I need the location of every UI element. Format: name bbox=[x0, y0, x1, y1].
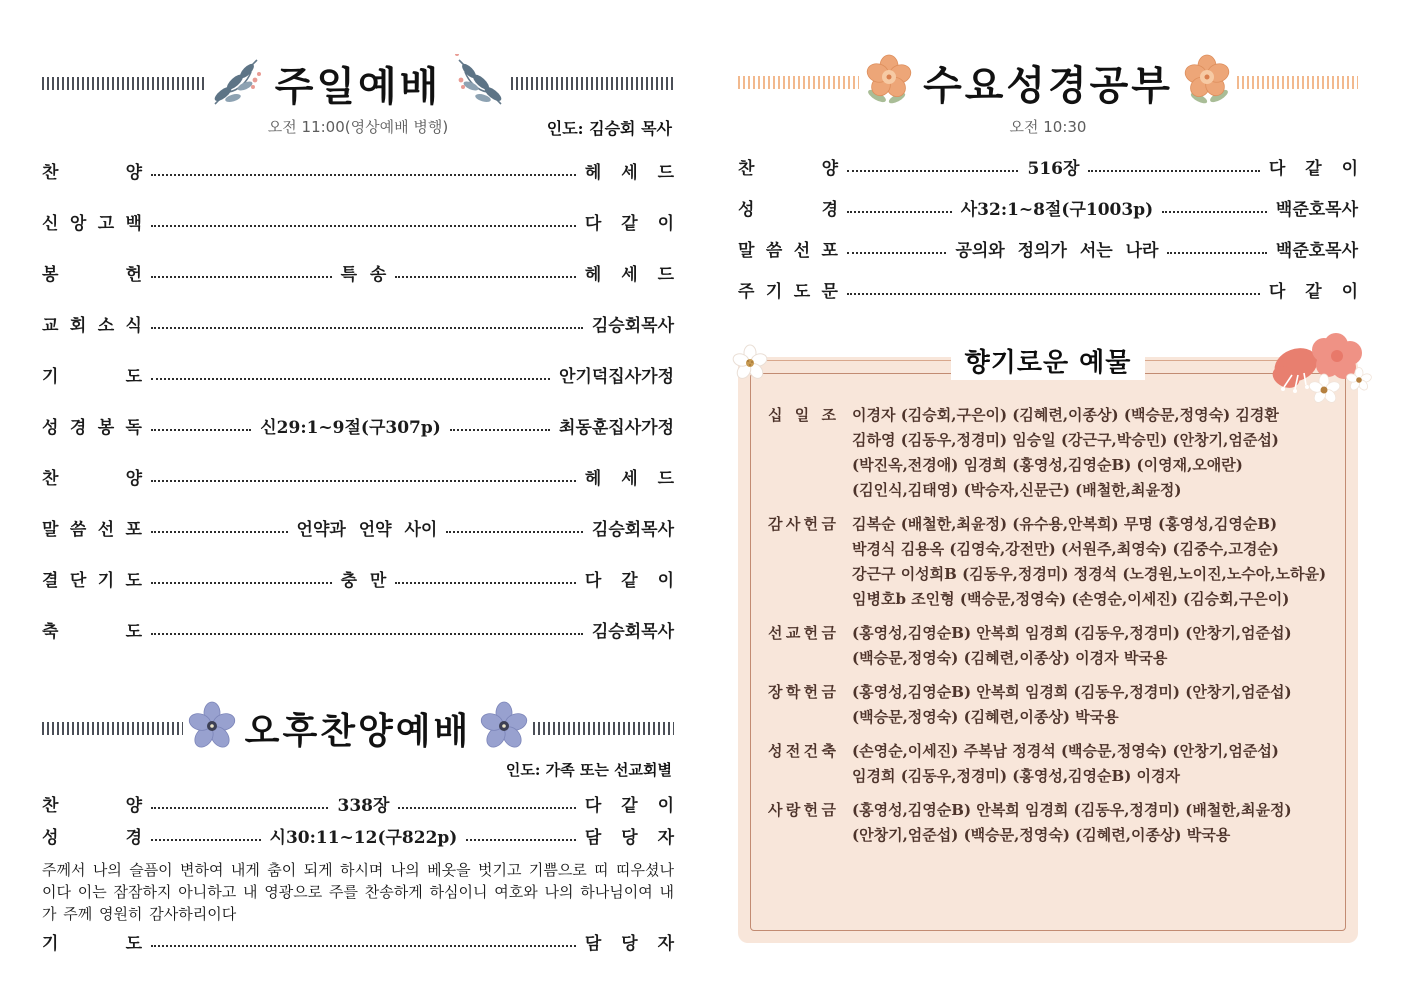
service-item-content: 언약과 언약 사이 bbox=[296, 520, 438, 540]
offering-names-line: (박진옥,전경애) 임경희 (홍영성,김영순B) (이영재,오애란) bbox=[852, 456, 1243, 474]
service-item-label: 찬 양 bbox=[738, 159, 838, 179]
wednesday-study-header bbox=[738, 52, 1358, 112]
offering-names-line: 박경식 김용옥 (김영숙,강전만) (서원주,최영숙) (김중수,고경순) bbox=[852, 540, 1279, 558]
offering-category: 선 교 헌 금 bbox=[768, 624, 836, 642]
blue-flower-icon bbox=[479, 701, 529, 755]
service-item-content: 충 만 bbox=[340, 571, 387, 591]
dotted-leader bbox=[466, 839, 576, 841]
sunday-worship-header bbox=[42, 54, 674, 112]
offering-category: 성 전 건 축 bbox=[768, 742, 836, 760]
dotted-leader bbox=[151, 633, 583, 635]
service-item-label: 기 도 bbox=[42, 367, 142, 387]
afternoon-worship-title: 오후찬양예배 bbox=[244, 710, 472, 752]
dotted-leader bbox=[1167, 252, 1266, 254]
offering-names-line: 김하영 (김동우,정경미) 임승일 (강근구,박승민) (안창기,엄준섭) bbox=[852, 431, 1279, 449]
service-item-person: 김승회목사 bbox=[591, 520, 675, 540]
service-item-label: 봉 헌 bbox=[42, 265, 142, 285]
sunday-subtitle-row bbox=[42, 116, 674, 140]
service-item-content: 시30:11~12(구822p) bbox=[269, 828, 458, 848]
service-item-label: 교 회 소 식 bbox=[42, 316, 142, 336]
wednesday-subtitle-row bbox=[738, 116, 1358, 140]
dotted-leader bbox=[151, 174, 576, 176]
offering-names-line: 김복순 (배철한,최윤정) (유수용,안복희) 무명 (홍영성,김영순B) bbox=[852, 515, 1278, 533]
sunday-leader: 인도: 김승회 목사 bbox=[546, 119, 672, 138]
left-column bbox=[0, 0, 676, 992]
offering-category: 사 랑 헌 금 bbox=[768, 801, 836, 819]
service-item-content: 사32:1~8절(구1003p) bbox=[960, 200, 1154, 220]
offering-names-line: 임경희 (김동우,정경미) (홍영성,김영순B) 이경자 bbox=[852, 767, 1180, 785]
dotted-leader bbox=[398, 807, 575, 809]
service-row bbox=[42, 315, 674, 337]
wednesday-time: 오전 10:30 bbox=[1009, 118, 1087, 136]
service-item-person: 백준호목사 bbox=[1275, 200, 1359, 220]
offering-item bbox=[768, 680, 1332, 730]
service-row bbox=[738, 158, 1358, 180]
service-item-person: 백준호목사 bbox=[1275, 241, 1359, 261]
service-row bbox=[42, 264, 674, 286]
service-item-person: 다 같 이 bbox=[1268, 159, 1358, 179]
service-item-label: 찬 양 bbox=[42, 469, 142, 489]
offering-category: 장 학 헌 금 bbox=[768, 683, 836, 701]
striped-rule bbox=[42, 77, 205, 90]
offering-item bbox=[768, 798, 1332, 848]
offering-names bbox=[852, 403, 1332, 503]
right-column bbox=[676, 0, 1403, 992]
service-row bbox=[42, 468, 674, 490]
service-item-person: 김승회목사 bbox=[591, 316, 674, 336]
peach-flower-icon bbox=[1181, 52, 1233, 112]
service-item-person: 다 같 이 bbox=[584, 571, 674, 591]
service-row bbox=[42, 933, 674, 955]
service-row bbox=[42, 213, 674, 235]
title-rule bbox=[746, 360, 951, 361]
dotted-leader bbox=[151, 327, 583, 329]
dotted-leader bbox=[450, 429, 550, 431]
service-item-content: 신29:1~9절(구307p) bbox=[260, 418, 441, 438]
offering-item bbox=[768, 621, 1332, 671]
service-item-label: 신 앙 고 백 bbox=[42, 214, 142, 234]
service-row bbox=[738, 240, 1358, 262]
leaf-sprig-icon bbox=[209, 54, 267, 112]
offering-category: 십 일 조 bbox=[768, 406, 836, 424]
dotted-leader bbox=[395, 276, 576, 278]
service-item-label: 축 도 bbox=[42, 622, 142, 642]
dotted-leader bbox=[151, 480, 576, 482]
dotted-leader bbox=[151, 807, 328, 809]
dotted-leader bbox=[847, 211, 952, 213]
offering-names-line: 임병호b 조인형 (백승문,정영숙) (손영순,이세진) (김승회,구은이) bbox=[852, 590, 1290, 608]
offering-item bbox=[768, 403, 1332, 503]
offering-names-line: (백승문,정영숙) (김혜련,이종상) 이경자 박국용 bbox=[852, 649, 1168, 667]
service-row bbox=[42, 519, 674, 541]
offering-names bbox=[852, 798, 1332, 848]
offering-names-line: (홍영성,김영순B) 안복희 임경희 (김동우,정경미) (안창기,엄준섭) bbox=[852, 624, 1292, 642]
wednesday-study-title: 수요성경공부 bbox=[923, 62, 1173, 109]
service-item-label: 찬 양 bbox=[42, 796, 142, 816]
offerings-box bbox=[738, 348, 1358, 943]
dotted-leader bbox=[395, 582, 576, 584]
sunday-time: 오전 11:00(영상예배 병행) bbox=[267, 118, 449, 136]
striped-rule bbox=[1237, 76, 1358, 89]
white-blossom-icon bbox=[730, 343, 770, 387]
offering-names-line: 강근구 이성희B (김동우,정경미) 정경석 (노경원,노이진,노수아,노하윤) bbox=[852, 565, 1327, 583]
dotted-leader bbox=[1088, 170, 1259, 172]
afternoon-worship-header bbox=[42, 701, 674, 755]
sunday-service-order bbox=[42, 162, 674, 643]
offering-names bbox=[852, 621, 1332, 671]
offering-names bbox=[852, 680, 1332, 730]
striped-rule bbox=[533, 722, 674, 735]
service-item-person: 담 당 자 bbox=[584, 828, 674, 848]
service-item-content: 338장 bbox=[337, 796, 390, 816]
offering-category: 감 사 헌 금 bbox=[768, 515, 836, 533]
offering-names-line: (손영순,이세진) 주복남 정경석 (백승문,정영숙) (안창기,엄준섭) bbox=[852, 742, 1279, 760]
service-item-label: 말 씀 선 포 bbox=[42, 520, 142, 540]
dotted-leader bbox=[151, 582, 332, 584]
service-item-person: 담 당 자 bbox=[584, 934, 674, 954]
service-item-person: 헤 세 드 bbox=[584, 469, 674, 489]
offerings-list bbox=[738, 357, 1358, 873]
service-item-person: 헤 세 드 bbox=[584, 265, 674, 285]
service-row bbox=[738, 281, 1358, 303]
service-item-label: 찬 양 bbox=[42, 163, 142, 183]
service-row bbox=[42, 366, 674, 388]
dotted-leader bbox=[847, 170, 1018, 172]
service-item-label: 주 기 도 문 bbox=[738, 282, 838, 302]
dotted-leader bbox=[446, 531, 583, 533]
offering-names-line: (홍영성,김영순B) 안복희 임경희 (김동우,정경미) (배철한,최윤정) bbox=[852, 801, 1292, 819]
peach-flower-icon bbox=[863, 52, 915, 112]
service-item-label: 성 경 bbox=[738, 200, 838, 220]
service-row bbox=[42, 417, 674, 439]
service-item-person: 다 같 이 bbox=[1268, 282, 1358, 302]
service-item-content: 516장 bbox=[1027, 159, 1080, 179]
offering-names-line: 이경자 (김승회,구은이) (김혜련,이종상) (백승문,정영숙) 김경환 bbox=[852, 406, 1279, 424]
offerings-title: 향기로운 예물 bbox=[951, 341, 1146, 380]
wednesday-service-order bbox=[738, 158, 1358, 303]
dotted-leader bbox=[151, 429, 251, 431]
service-item-label: 기 도 bbox=[42, 934, 142, 954]
service-item-content: 공의와 정의가 서는 나라 bbox=[955, 241, 1159, 261]
striped-rule bbox=[42, 722, 183, 735]
offering-names-line: (김인식,김태영) (박승자,신문근) (배철한,최윤정) bbox=[852, 481, 1182, 499]
offering-names-line: (백승문,정영숙) (김혜련,이종상) 박국용 bbox=[852, 708, 1119, 726]
offering-names-line: (안창기,엄준섭) (백승문,정영숙) (김혜련,이종상) 박국용 bbox=[852, 826, 1231, 844]
service-item-label: 성 경 bbox=[42, 828, 142, 848]
striped-rule bbox=[738, 76, 859, 89]
service-row bbox=[42, 570, 674, 592]
sunday-worship-title: 주일예배 bbox=[274, 63, 442, 110]
coral-flower-cluster-icon bbox=[1262, 323, 1372, 419]
service-item-label: 말 씀 선 포 bbox=[738, 241, 838, 261]
dotted-leader bbox=[1162, 211, 1267, 213]
leaf-sprig-icon bbox=[449, 54, 507, 112]
dotted-leader bbox=[847, 252, 946, 254]
offering-names bbox=[852, 512, 1332, 612]
scripture-text: 주께서 나의 슬픔이 변하여 내게 춤이 되게 하시며 나의 베옷을 벗기고 기쁨으로 띠 띠우셨나이다 이는 잠잠하지 아니하고 내 영광으로 주를 찬송하게 하심이니 여호와 나의 하나님이여 내가 주께 영원히 감사하리이다 bbox=[42, 861, 674, 923]
dotted-leader bbox=[151, 225, 576, 227]
dotted-leader bbox=[847, 293, 1260, 295]
service-item-person: 다 같 이 bbox=[584, 214, 674, 234]
service-row bbox=[42, 827, 674, 849]
offering-names bbox=[852, 739, 1332, 789]
service-row bbox=[42, 795, 674, 817]
service-row bbox=[42, 621, 674, 643]
service-item-label: 결 단 기 도 bbox=[42, 571, 142, 591]
service-item-content: 특 송 bbox=[340, 265, 387, 285]
afternoon-subtitle-row bbox=[42, 759, 674, 783]
dotted-leader bbox=[151, 276, 332, 278]
offering-item bbox=[768, 512, 1332, 612]
dotted-leader bbox=[151, 839, 261, 841]
service-item-label: 성 경 봉 독 bbox=[42, 418, 142, 438]
offering-item bbox=[768, 739, 1332, 789]
offering-names-line: (홍영성,김영순B) 안복희 임경희 (김동우,정경미) (안창기,엄준섭) bbox=[852, 683, 1292, 701]
service-item-person: 최동훈집사가정 bbox=[559, 418, 674, 438]
afternoon-service-order-bottom bbox=[42, 933, 674, 955]
dotted-leader bbox=[151, 945, 576, 947]
service-item-person: 헤 세 드 bbox=[584, 163, 674, 183]
blue-flower-icon bbox=[187, 701, 237, 755]
service-row bbox=[42, 162, 674, 184]
striped-rule bbox=[511, 77, 674, 90]
service-item-person: 김승회목사 bbox=[591, 622, 674, 642]
service-row bbox=[738, 199, 1358, 221]
dotted-leader bbox=[151, 531, 288, 533]
service-item-person: 다 같 이 bbox=[584, 796, 674, 816]
offerings-title-row bbox=[746, 341, 1350, 380]
dotted-leader bbox=[151, 378, 550, 380]
afternoon-leader: 인도: 가족 또는 선교회별 bbox=[505, 761, 672, 779]
service-item-person: 안기덕집사가정 bbox=[559, 367, 674, 387]
afternoon-service-order bbox=[42, 795, 674, 849]
